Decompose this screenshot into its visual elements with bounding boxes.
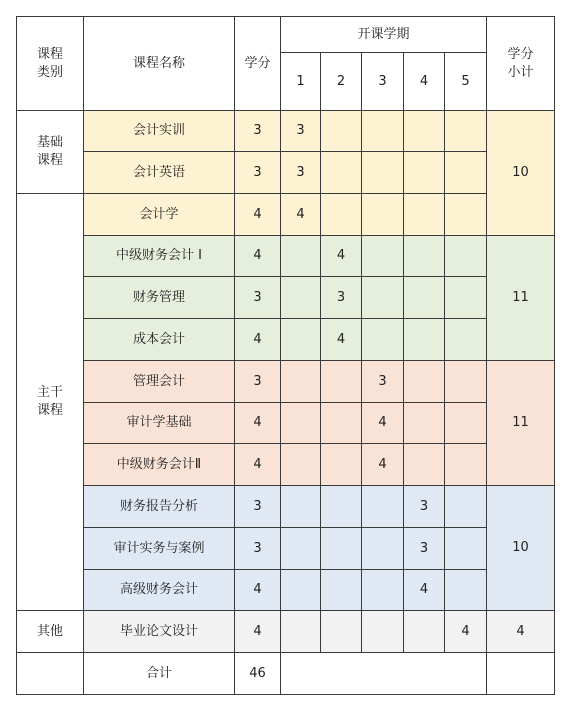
semester-cell: 3	[281, 111, 321, 152]
course-name: 成本会计	[84, 319, 235, 361]
semester-cell	[404, 403, 445, 444]
semester-cell	[281, 361, 321, 403]
table-row	[17, 611, 555, 653]
semester-cell: 3	[404, 528, 445, 570]
semester-cell	[404, 277, 445, 319]
semester-cell	[281, 403, 321, 444]
semester-cell	[281, 319, 321, 361]
course-credit: 3	[235, 528, 281, 570]
course-credit: 4	[235, 403, 281, 444]
course-name: 会计实训	[84, 111, 235, 152]
semester-cell	[404, 111, 445, 152]
course-name: 中级财务会计 I	[84, 236, 235, 277]
table-row	[17, 277, 555, 319]
category-basic: 基础 课程	[17, 111, 84, 194]
semester-cell: 4	[362, 444, 404, 486]
semester-cell	[281, 486, 321, 528]
subtotal-cell: 11	[487, 236, 555, 361]
semester-cell	[321, 111, 362, 152]
course-credit: 4	[235, 611, 281, 653]
course-credit: 3	[235, 361, 281, 403]
subtotal-cell: 11	[487, 361, 555, 486]
course-credit: 4	[235, 570, 281, 611]
semester-cell	[404, 152, 445, 194]
course-name: 审计实务与案例	[84, 528, 235, 570]
semester-cell: 3	[362, 361, 404, 403]
table-row	[17, 361, 555, 403]
course-credit: 3	[235, 486, 281, 528]
semester-cell: 4	[321, 236, 362, 277]
semester-cell	[321, 194, 362, 236]
semester-cell: 3	[321, 277, 362, 319]
semester-cell	[362, 528, 404, 570]
semester-cell	[362, 486, 404, 528]
header-semester-3: 3	[362, 53, 404, 111]
course-credit: 4	[235, 236, 281, 277]
category-other: 其他	[17, 611, 84, 653]
semester-cell: 3	[281, 152, 321, 194]
total-label: 合计	[84, 653, 235, 695]
header-semester-4: 4	[404, 53, 445, 111]
semester-cell	[445, 528, 487, 570]
semester-cell: 4	[321, 319, 362, 361]
course-name: 管理会计	[84, 361, 235, 403]
total-semester-blank	[281, 653, 487, 695]
semester-cell	[445, 277, 487, 319]
semester-cell	[281, 528, 321, 570]
semester-cell: 3	[404, 486, 445, 528]
course-name: 高级财务会计	[84, 570, 235, 611]
semester-cell	[281, 570, 321, 611]
semester-cell	[362, 319, 404, 361]
semester-cell	[445, 319, 487, 361]
semester-cell: 4	[281, 194, 321, 236]
semester-cell	[445, 236, 487, 277]
total-subtotal-blank	[487, 653, 555, 695]
course-credit: 4	[235, 194, 281, 236]
header-semester: 开课学期	[281, 17, 487, 53]
header-credit: 学分	[235, 17, 281, 111]
semester-cell	[404, 361, 445, 403]
semester-cell	[404, 236, 445, 277]
course-name: 审计学基础	[84, 403, 235, 444]
table-row	[17, 570, 555, 611]
total-category-blank	[17, 653, 84, 695]
table-row	[17, 403, 555, 444]
semester-cell	[445, 194, 487, 236]
semester-cell	[281, 444, 321, 486]
semester-cell	[445, 444, 487, 486]
table-row	[17, 152, 555, 194]
semester-cell	[404, 319, 445, 361]
table-row	[17, 236, 555, 277]
subtotal-cell: 4	[487, 611, 555, 653]
semester-cell	[445, 403, 487, 444]
table-row	[17, 319, 555, 361]
semester-cell	[321, 152, 362, 194]
total-credit: 46	[235, 653, 281, 695]
table-row	[17, 111, 555, 152]
header-semester-5: 5	[445, 53, 487, 111]
table-row	[17, 194, 555, 236]
header-semester-1: 1	[281, 53, 321, 111]
course-credit: 4	[235, 319, 281, 361]
semester-cell	[445, 152, 487, 194]
course-credit: 3	[235, 277, 281, 319]
table-row	[17, 444, 555, 486]
semester-cell: 4	[445, 611, 487, 653]
semester-cell	[362, 611, 404, 653]
course-name: 财务报告分析	[84, 486, 235, 528]
semester-cell	[281, 611, 321, 653]
semester-cell	[404, 444, 445, 486]
semester-cell	[321, 444, 362, 486]
subtotal-cell: 10	[487, 111, 555, 236]
semester-cell	[362, 111, 404, 152]
semester-cell	[445, 486, 487, 528]
table-row	[17, 486, 555, 528]
course-name: 财务管理	[84, 277, 235, 319]
semester-cell	[362, 570, 404, 611]
subtotal-cell: 10	[487, 486, 555, 611]
semester-cell	[321, 570, 362, 611]
semester-cell	[362, 277, 404, 319]
semester-cell: 4	[404, 570, 445, 611]
category-main: 主干 课程	[17, 194, 84, 611]
semester-cell	[404, 194, 445, 236]
curriculum-table	[16, 16, 555, 695]
header-category: 课程 类别	[17, 17, 84, 111]
semester-cell	[321, 361, 362, 403]
header-semester-2: 2	[321, 53, 362, 111]
course-name: 会计学	[84, 194, 235, 236]
semester-cell	[445, 111, 487, 152]
semester-cell	[321, 403, 362, 444]
semester-cell	[281, 277, 321, 319]
semester-cell	[321, 486, 362, 528]
course-name: 会计英语	[84, 152, 235, 194]
semester-cell: 4	[362, 403, 404, 444]
course-credit: 4	[235, 444, 281, 486]
course-credit: 3	[235, 152, 281, 194]
semester-cell	[404, 611, 445, 653]
semester-cell	[362, 194, 404, 236]
semester-cell	[321, 611, 362, 653]
course-credit: 3	[235, 111, 281, 152]
semester-cell	[445, 570, 487, 611]
semester-cell	[321, 528, 362, 570]
table-row	[17, 528, 555, 570]
semester-cell	[362, 236, 404, 277]
semester-cell	[281, 236, 321, 277]
course-name: 毕业论文设计	[84, 611, 235, 653]
header-subtotal: 学分 小计	[487, 17, 555, 111]
course-name: 中级财务会计Ⅱ	[84, 444, 235, 486]
semester-cell	[445, 361, 487, 403]
total-row	[17, 653, 555, 695]
semester-cell	[362, 152, 404, 194]
header-course-name: 课程名称	[84, 17, 235, 111]
